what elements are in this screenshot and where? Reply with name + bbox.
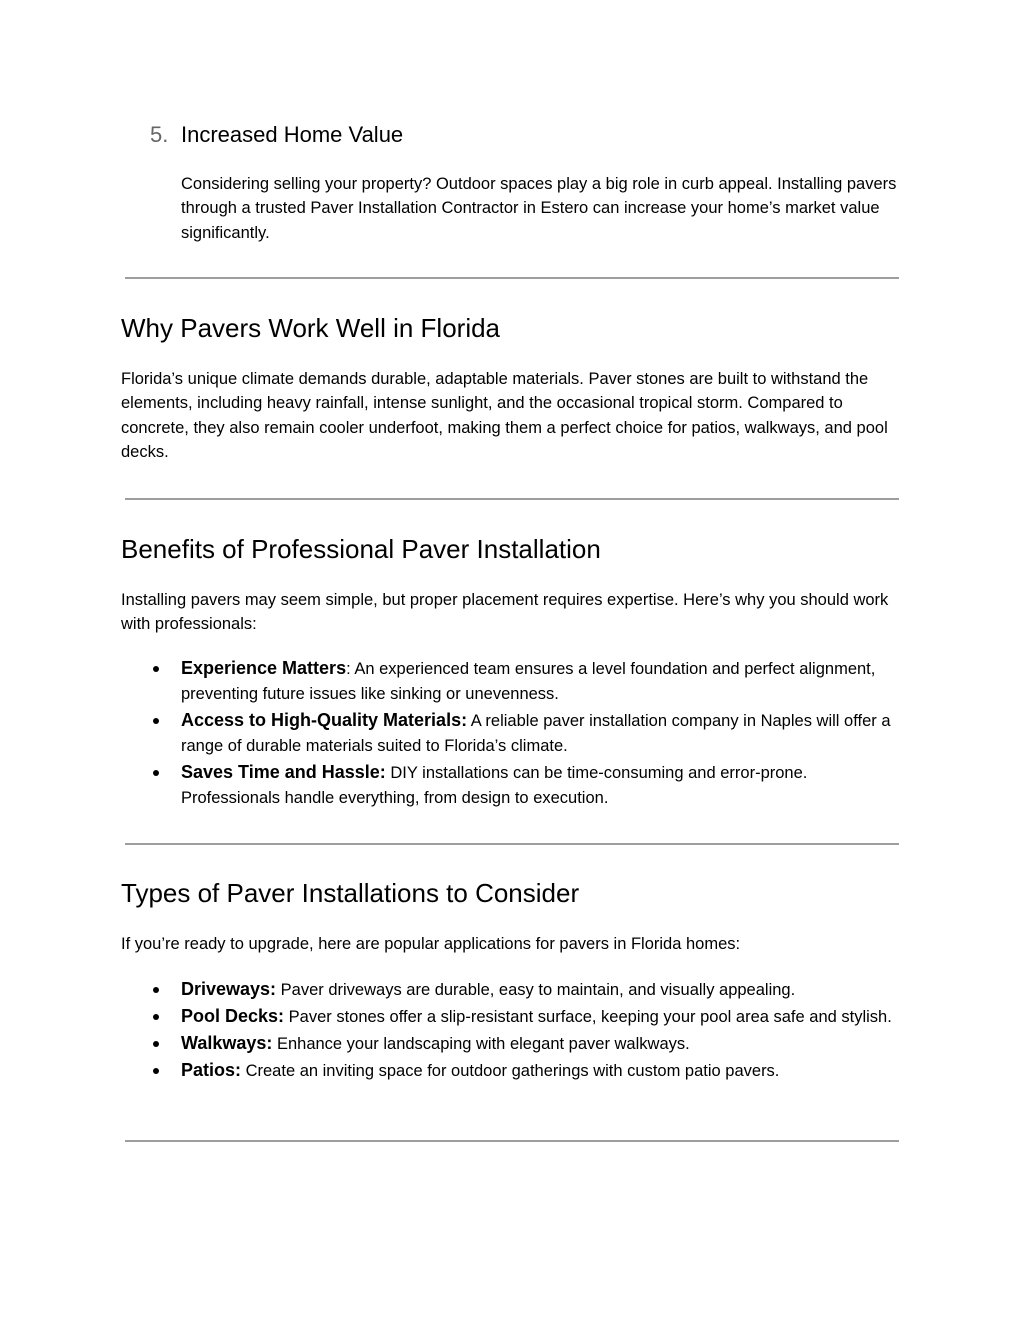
bullet-text: Enhance your landscaping with elegant paver walkways. bbox=[272, 1035, 690, 1053]
section-divider bbox=[125, 1140, 899, 1142]
bullet-icon bbox=[153, 1014, 159, 1020]
benefits-list bbox=[150, 656, 900, 812]
types-list bbox=[150, 977, 900, 1085]
bullet-text: An experienced team ensures a level foundation and perfect alignment, preventing future issues like sinking or unevenness. bbox=[181, 660, 876, 703]
section-divider bbox=[125, 498, 899, 500]
list-item bbox=[150, 1058, 900, 1084]
bullet-text: Paver driveways are durable, easy to maintain, and visually appealing. bbox=[276, 981, 796, 999]
bullet-term: Driveways: bbox=[181, 979, 277, 999]
list-item bbox=[150, 977, 900, 1003]
section-divider bbox=[125, 277, 899, 279]
bullet-text: A reliable paver installation company in Naples will offer a range of durable materials suited to Florida’s climate. bbox=[181, 712, 891, 755]
bullet-term: Saves Time and Hassle: bbox=[181, 762, 386, 782]
bullet-term: Experience Matters bbox=[181, 658, 347, 678]
bullet-icon bbox=[153, 718, 159, 724]
bullet-term: Pool Decks: bbox=[181, 1006, 285, 1026]
bullet-icon bbox=[153, 987, 159, 993]
bullet-term: Access to High-Quality Materials: bbox=[181, 710, 468, 730]
bullet-separator: : bbox=[346, 660, 351, 678]
section-heading-florida: Why Pavers Work Well in Florida bbox=[121, 313, 501, 343]
section-intro-benefits: Installing pavers may seem simple, but proper placement requires expertise. Here’s why you should work with professionals: bbox=[121, 591, 889, 634]
section-text-florida: Florida’s unique climate demands durable, adaptable materials. Paver stones are built to withstand the elements, including heavy rainfall, intense sunlight, and the occasional tropical storm. Compared to concrete, they also remain cooler underfoot, making them a perfect choice for patios, walkways, and pool decks. bbox=[121, 370, 888, 461]
bullet-text: DIY installations can be time-consuming and error-prone. Professionals handle everything, from design to execution. bbox=[181, 764, 808, 807]
section-divider bbox=[125, 843, 899, 845]
list-item bbox=[150, 708, 900, 759]
section-intro-types: If you’re ready to upgrade, here are popular applications for pavers in Florida homes: bbox=[121, 935, 741, 953]
section-heading-benefits: Benefits of Professional Paver Installation bbox=[121, 534, 601, 564]
list-item bbox=[150, 1004, 900, 1030]
list-number: 5. bbox=[150, 122, 169, 147]
bullet-icon bbox=[153, 770, 159, 776]
bullet-text: Paver stones offer a slip-resistant surface, keeping your pool area safe and stylish. bbox=[284, 1008, 892, 1026]
bullet-icon bbox=[153, 1041, 159, 1047]
section-heading-types: Types of Paver Installations to Consider bbox=[121, 878, 580, 908]
numbered-item-text: Considering selling your property? Outdoor spaces play a big role in curb appeal. Installing pavers through a trusted Paver Installation Contractor in Estero can increase your home’s market value significantly. bbox=[181, 175, 897, 242]
list-item bbox=[150, 760, 900, 811]
bullet-term: Patios: bbox=[181, 1060, 242, 1080]
bullet-term: Walkways: bbox=[181, 1033, 273, 1053]
list-item bbox=[150, 656, 900, 707]
bullet-text: Create an inviting space for outdoor gatherings with custom patio pavers. bbox=[241, 1062, 780, 1080]
bullet-icon bbox=[153, 666, 159, 672]
bullet-icon bbox=[153, 1068, 159, 1074]
numbered-item-title: Increased Home Value bbox=[181, 122, 404, 147]
list-item bbox=[150, 1031, 900, 1057]
